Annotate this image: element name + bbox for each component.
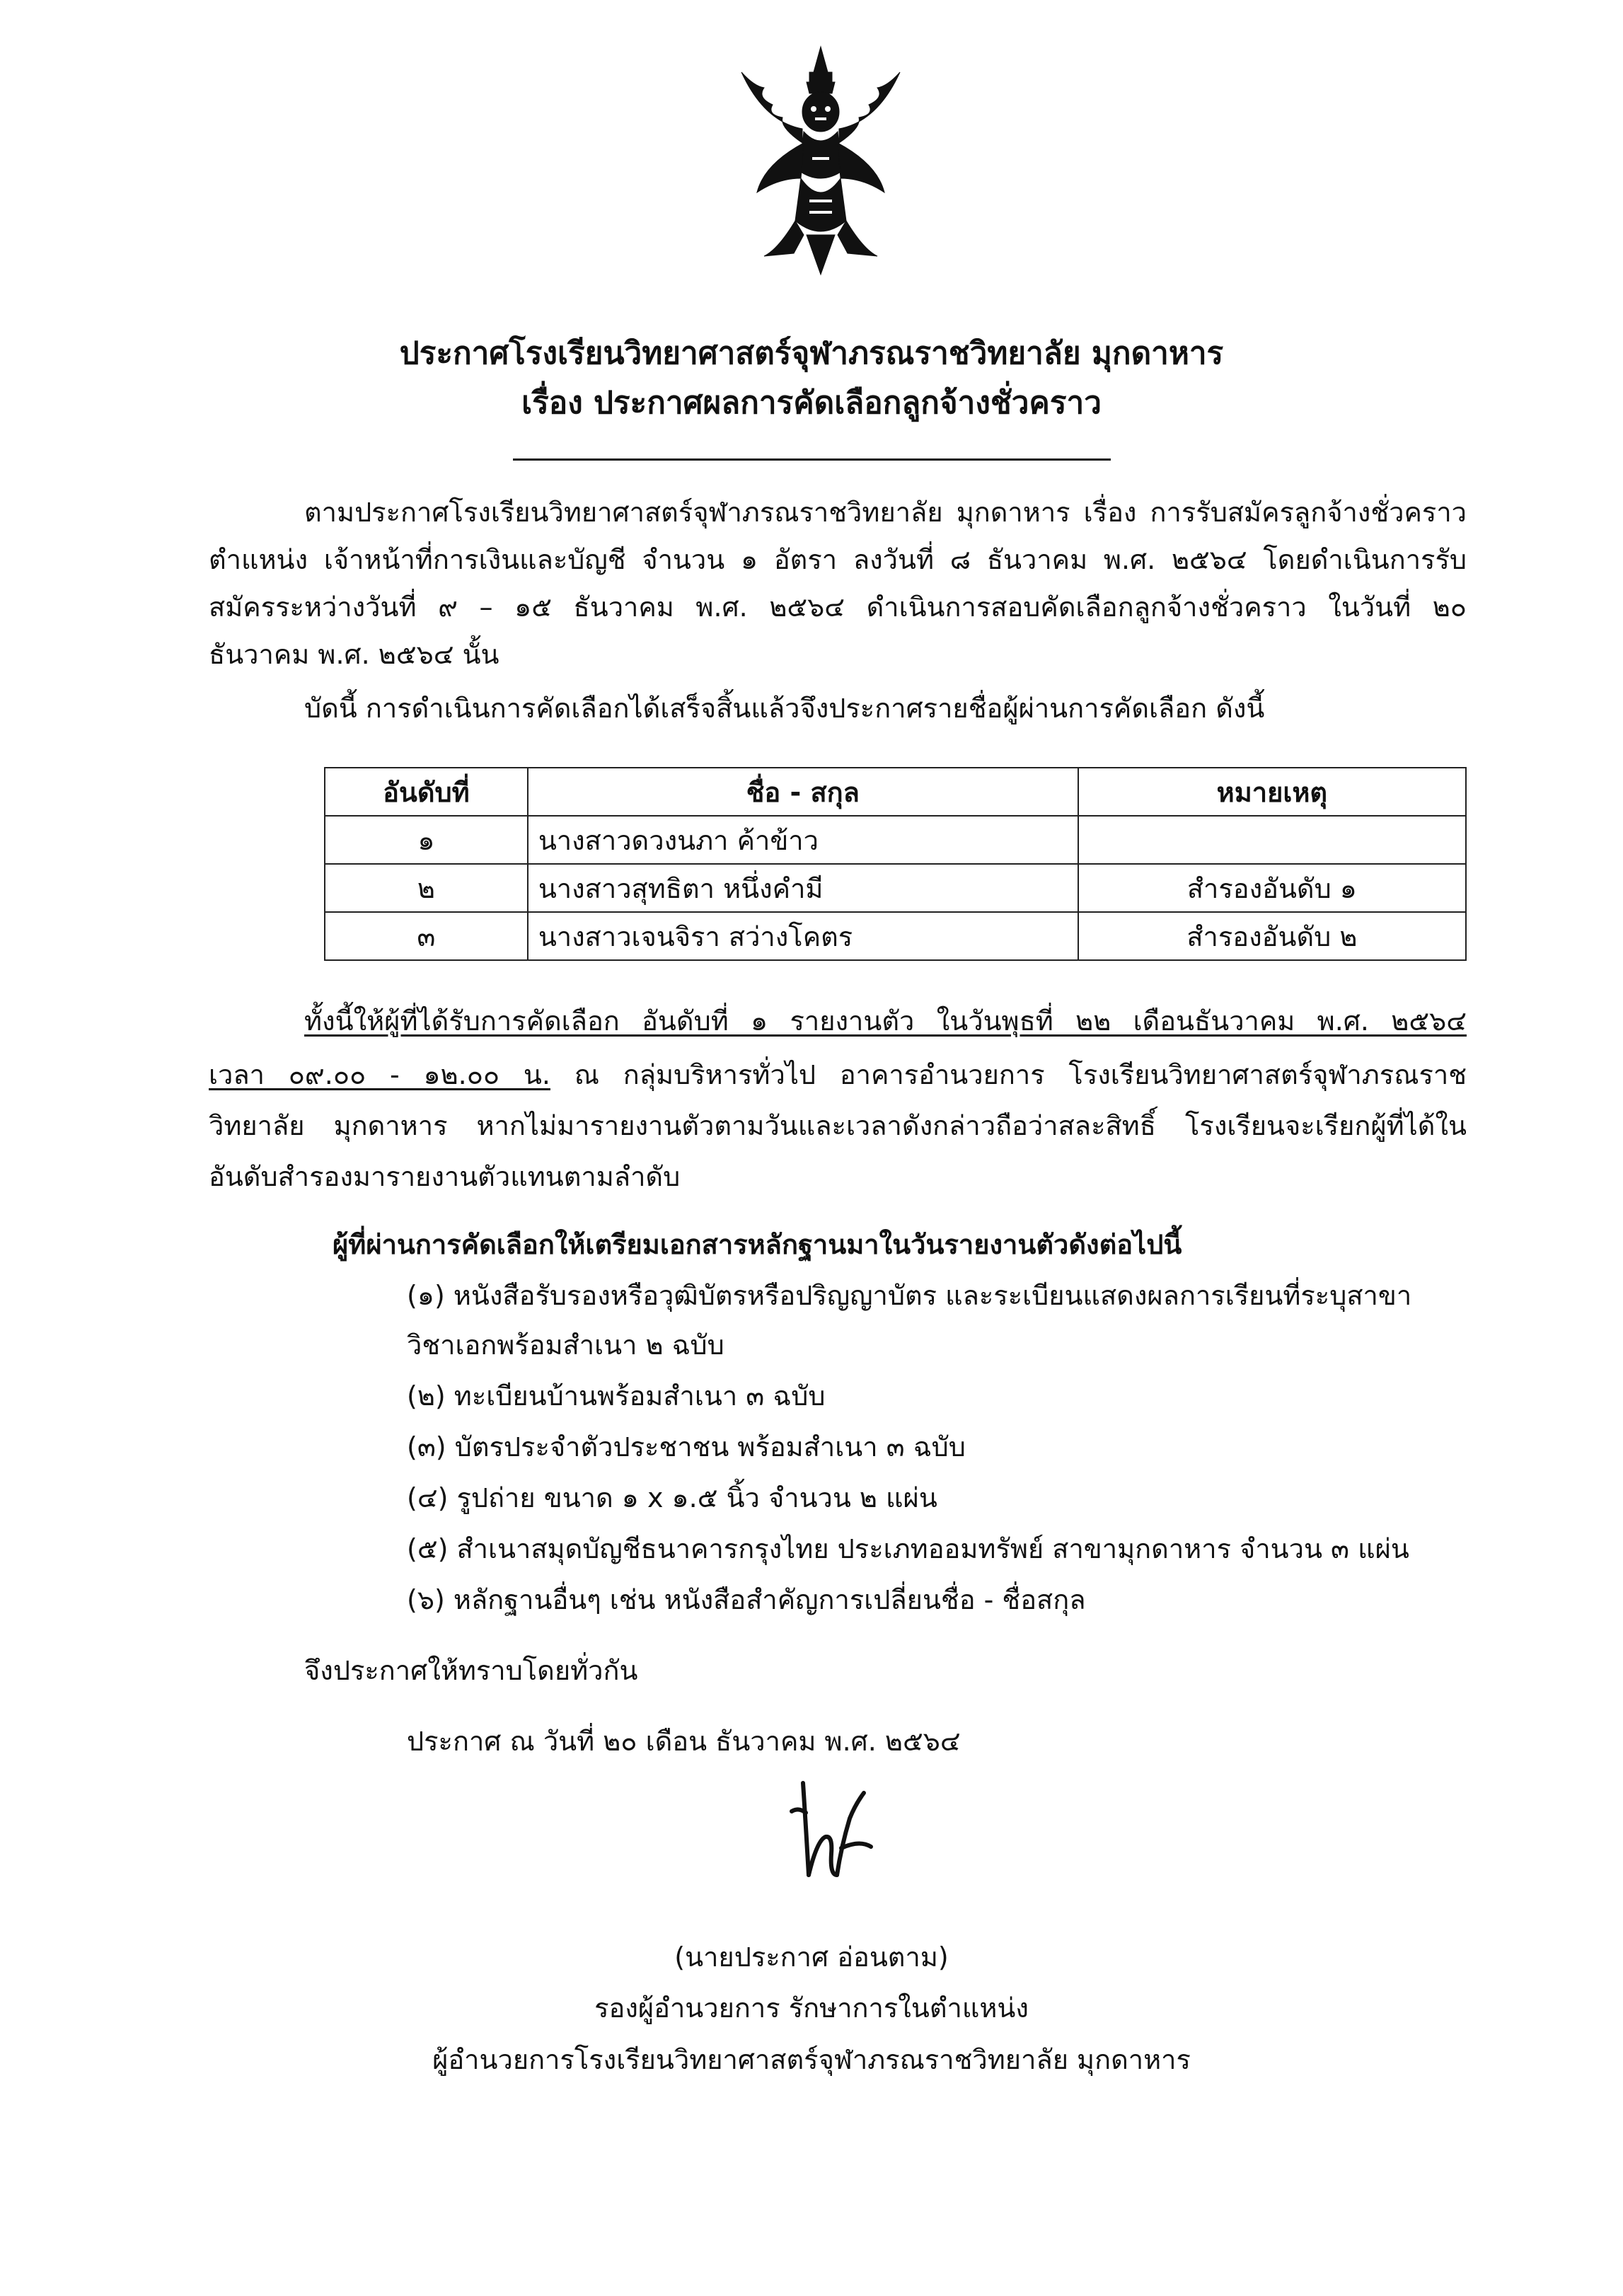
document-item-5: (๕) สำเนาสมุดบัญชีธนาคารกรุงไทย ประเภทออมทรัพย์ สาขามุกดาหาร จำนวน ๓ แผ่น [407, 1533, 1409, 1564]
row-name: นางสาวสุทธิตา หนึ่งคำมี [528, 864, 1078, 912]
document-item-4: (๔) รูปถ่าย ขนาด ๑ x ๑.๕ นิ้ว จำนวน ๒ แผ่น [407, 1482, 937, 1513]
title-divider [513, 458, 1111, 461]
table-header-row [325, 768, 1466, 816]
row-rank: ๑ [325, 816, 528, 864]
header-name: ชื่อ - สกุล [528, 768, 1078, 816]
row-note: สำรองอันดับ ๑ [1078, 864, 1466, 912]
table-row [325, 912, 1466, 960]
document-item-2: (๒) ทะเบียนบ้านพร้อมสำเนา ๓ ฉบับ [407, 1380, 826, 1412]
results-table [324, 767, 1467, 961]
signatory-position: รองผู้อำนวยการ รักษาการในตำแหน่ง [594, 1992, 1029, 2024]
intro-line-3: สมัครระหว่างวันที่ ๙ – ๑๕ ธันวาคม พ.ศ. ๒๕๖๔ ดำเนินการสอบคัดเลือกลูกจ้างชั่วคราว ในวันที่ ๒๐ [209, 592, 1467, 623]
handwritten-signature [782, 1769, 881, 1882]
row-name: นางสาวเจนจิรา สว่างโคตร [528, 912, 1078, 960]
report-line-1: ทั้งนี้ให้ผู้ที่ได้รับการคัดเลือก อันดับที่ ๑ รายงานตัว ในวันพุธที่ ๒๒ เดือนธันวาคม พ.ศ. ๒๕๖๔ [304, 1005, 1467, 1037]
report-location: ณ กลุ่มบริหารทั่วไป อาคารอำนวยการ โรงเรียนวิทยาศาสตร์จุฬาภรณราช [550, 1059, 1467, 1090]
report-line-3: วิทยาลัย มุกดาหาร หากไม่มารายงานตัวตามวันและเวลาดังกล่าวถือว่าสละสิทธิ์ โรงเรียนจะเรียกผู้ที่ได้ใน [209, 1110, 1467, 1141]
row-note: สำรองอันดับ ๒ [1078, 912, 1466, 960]
document-item-3: (๓) บัตรประจำตัวประชาชน พร้อมสำเนา ๓ ฉบับ [407, 1431, 966, 1463]
report-time: เวลา ๐๙.๐๐ - ๑๒.๐๐ น. [209, 1059, 550, 1090]
document-item-1-cont: วิชาเอกพร้อมสำเนา ๒ ฉบับ [407, 1329, 724, 1361]
intro-line-1: ตามประกาศโรงเรียนวิทยาศาสตร์จุฬาภรณราชวิทยาลัย มุกดาหาร เรื่อง การรับสมัครลูกจ้างชั่วคราว [304, 497, 1467, 528]
document-item-6: (๖) หลักฐานอื่นๆ เช่น หนังสือสำคัญการเปลี่ยนชื่อ - ชื่อสกุล [407, 1584, 1086, 1615]
document-item-1: (๑) หนังสือรับรองหรือวุฒิบัตรหรือปริญญาบัตร และระเบียนแสดงผลการเรียนที่ระบุสาขา [407, 1280, 1412, 1311]
announcement-date: ประกาศ ณ วันที่ ๒๐ เดือน ธันวาคม พ.ศ. ๒๕๖๔ [407, 1726, 961, 1757]
signatory-name: (นายประกาศ อ่อนตาม) [674, 1942, 949, 1973]
header-rank: อันดับที่ [325, 768, 528, 816]
closing-statement: จึงประกาศให้ทราบโดยทั่วกัน [304, 1655, 638, 1686]
documents-heading: ผู้ที่ผ่านการคัดเลือกให้เตรียมเอกสารหลักฐานมาในวันรายงานตัวดังต่อไปนี้ [333, 1229, 1182, 1260]
intro-line-2: ตำแหน่ง เจ้าหน้าที่การเงินและบัญชี จำนวน ๑ อัตรา ลงวันที่ ๘ ธันวาคม พ.ศ. ๒๕๖๔ โดยดำเนินการรับ [209, 544, 1467, 575]
signatory-organization: ผู้อำนวยการโรงเรียนวิทยาศาสตร์จุฬาภรณราชวิทยาลัย มุกดาหาร [432, 2044, 1191, 2075]
announcement-title: ประกาศโรงเรียนวิทยาศาสตร์จุฬาภรณราชวิทยาลัย มุกดาหาร [399, 335, 1224, 371]
announcement-subject: เรื่อง ประกาศผลการคัดเลือกลูกจ้างชั่วคราว [521, 385, 1102, 421]
row-name: นางสาวดวงนภา ค้าข้าว [528, 816, 1078, 864]
report-line-2 [209, 1053, 1467, 1096]
row-note [1078, 816, 1466, 864]
intro-line-4: ธันวาคม พ.ศ. ๒๕๖๔ นั้น [209, 639, 499, 670]
header-note: หมายเหตุ [1078, 768, 1466, 816]
intro-line-5: บัดนี้ การดำเนินการคัดเลือกได้เสร็จสิ้นแล้วจึงประกาศรายชื่อผู้ผ่านการคัดเลือก ดังนี้ [304, 693, 1265, 724]
garuda-emblem-icon [736, 44, 906, 277]
report-line-4: อันดับสำรองมารายงานตัวแทนตามลำดับ [209, 1161, 681, 1192]
row-rank: ๓ [325, 912, 528, 960]
table-row [325, 864, 1466, 912]
row-rank: ๒ [325, 864, 528, 912]
table-row [325, 816, 1466, 864]
